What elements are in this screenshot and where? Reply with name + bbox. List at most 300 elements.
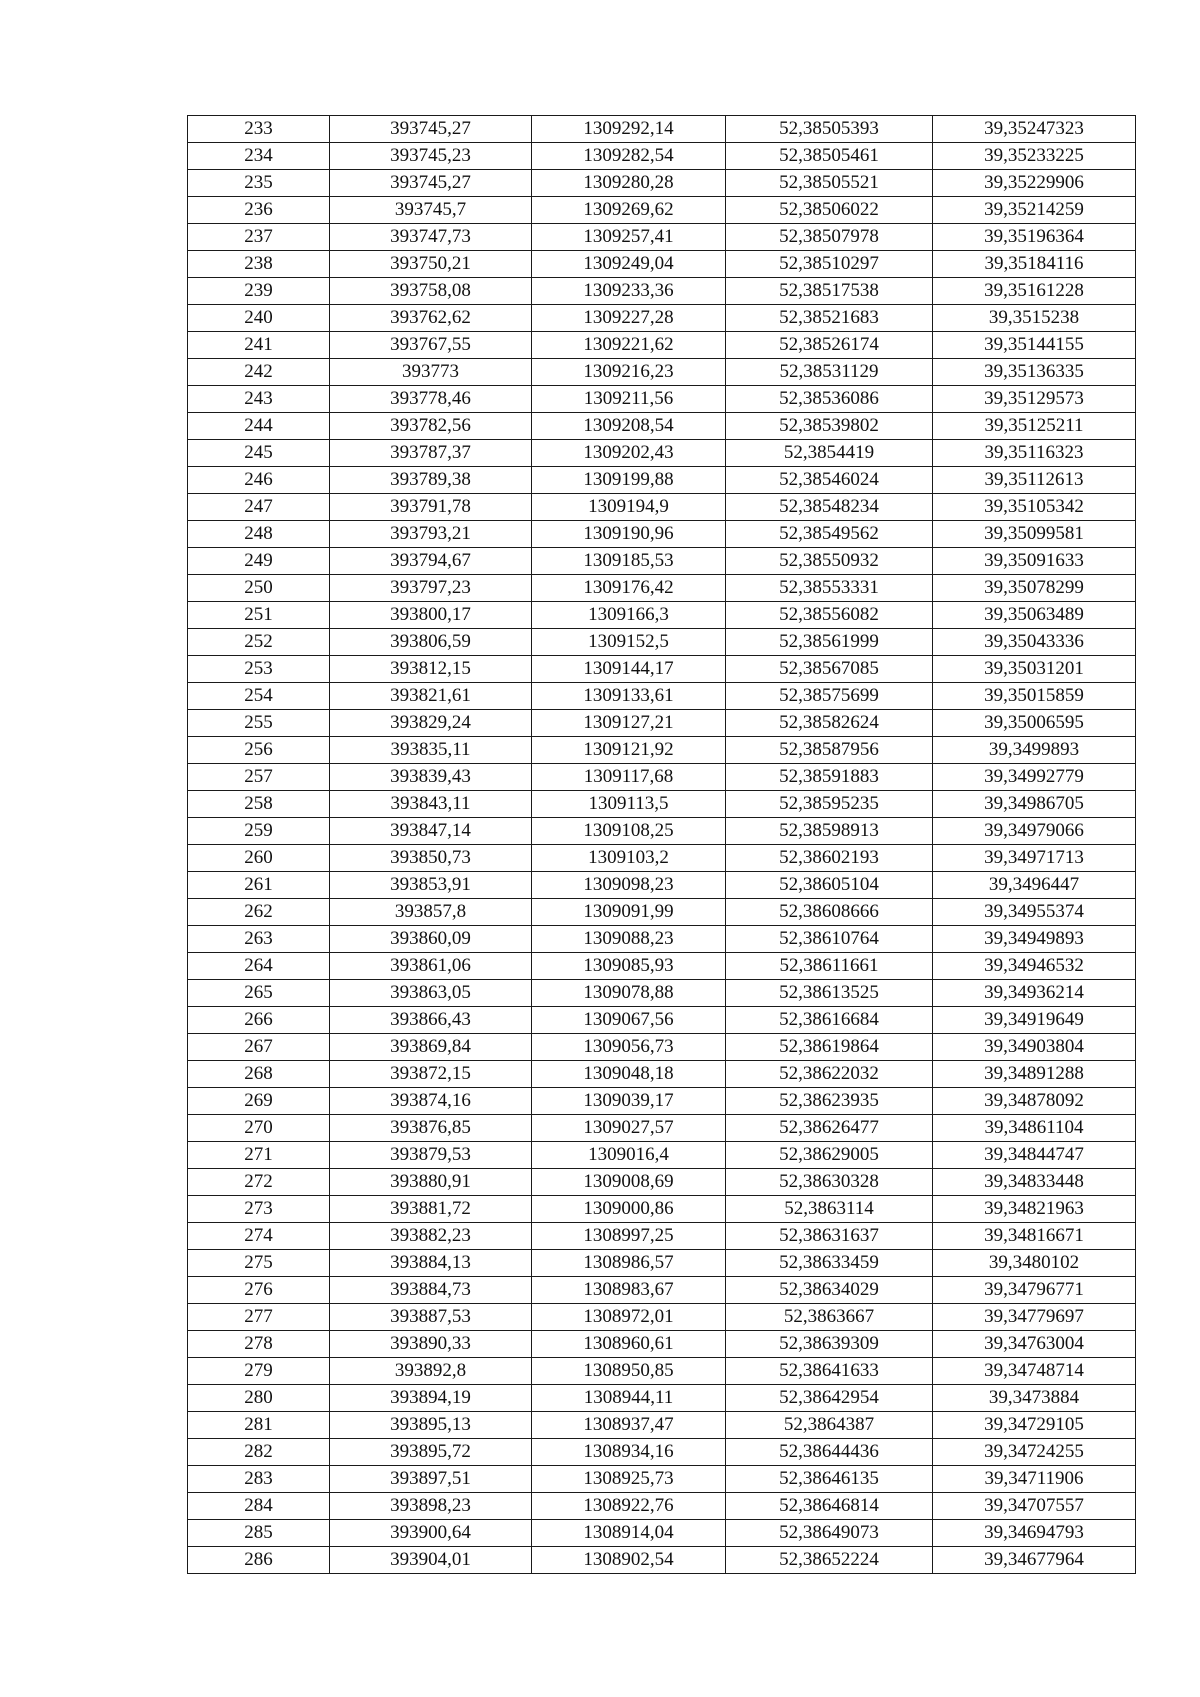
latitude-cell: 52,38622032 [726, 1061, 933, 1088]
point-number-cell: 285 [188, 1520, 330, 1547]
table-row [188, 1493, 1136, 1520]
longitude-cell: 39,34707557 [933, 1493, 1136, 1520]
table-row [188, 251, 1136, 278]
point-number-cell: 282 [188, 1439, 330, 1466]
latitude-cell: 52,38582624 [726, 710, 933, 737]
point-number-cell: 252 [188, 629, 330, 656]
longitude-cell: 39,34936214 [933, 980, 1136, 1007]
latitude-cell: 52,38595235 [726, 791, 933, 818]
point-number-cell: 235 [188, 170, 330, 197]
y-coordinate-cell: 1309091,99 [532, 899, 726, 926]
longitude-cell: 39,3499893 [933, 737, 1136, 764]
y-coordinate-cell: 1308983,67 [532, 1277, 726, 1304]
y-coordinate-cell: 1309027,57 [532, 1115, 726, 1142]
table-row [188, 278, 1136, 305]
longitude-cell: 39,35196364 [933, 224, 1136, 251]
longitude-cell: 39,35063489 [933, 602, 1136, 629]
longitude-cell: 39,34821963 [933, 1196, 1136, 1223]
longitude-cell: 39,34949893 [933, 926, 1136, 953]
latitude-cell: 52,38510297 [726, 251, 933, 278]
point-number-cell: 234 [188, 143, 330, 170]
longitude-cell: 39,34878092 [933, 1088, 1136, 1115]
point-number-cell: 271 [188, 1142, 330, 1169]
y-coordinate-cell: 1309108,25 [532, 818, 726, 845]
x-coordinate-cell: 393887,53 [330, 1304, 532, 1331]
x-coordinate-cell: 393782,56 [330, 413, 532, 440]
x-coordinate-cell: 393866,43 [330, 1007, 532, 1034]
longitude-cell: 39,34992779 [933, 764, 1136, 791]
y-coordinate-cell: 1308950,85 [532, 1358, 726, 1385]
y-coordinate-cell: 1309211,56 [532, 386, 726, 413]
table-row [188, 1439, 1136, 1466]
latitude-cell: 52,38517538 [726, 278, 933, 305]
x-coordinate-cell: 393884,73 [330, 1277, 532, 1304]
point-number-cell: 241 [188, 332, 330, 359]
latitude-cell: 52,3864387 [726, 1412, 933, 1439]
latitude-cell: 52,38626477 [726, 1115, 933, 1142]
y-coordinate-cell: 1309199,88 [532, 467, 726, 494]
x-coordinate-cell: 393895,72 [330, 1439, 532, 1466]
longitude-cell: 39,35214259 [933, 197, 1136, 224]
x-coordinate-cell: 393881,72 [330, 1196, 532, 1223]
x-coordinate-cell: 393829,24 [330, 710, 532, 737]
y-coordinate-cell: 1309233,36 [532, 278, 726, 305]
longitude-cell: 39,3473884 [933, 1385, 1136, 1412]
y-coordinate-cell: 1309280,28 [532, 170, 726, 197]
latitude-cell: 52,38634029 [726, 1277, 933, 1304]
table-row [188, 170, 1136, 197]
x-coordinate-cell: 393773 [330, 359, 532, 386]
latitude-cell: 52,38550932 [726, 548, 933, 575]
table-row [188, 899, 1136, 926]
x-coordinate-cell: 393890,33 [330, 1331, 532, 1358]
longitude-cell: 39,35129573 [933, 386, 1136, 413]
point-number-cell: 246 [188, 467, 330, 494]
x-coordinate-cell: 393762,62 [330, 305, 532, 332]
x-coordinate-cell: 393850,73 [330, 845, 532, 872]
table-row [188, 1196, 1136, 1223]
x-coordinate-cell: 393806,59 [330, 629, 532, 656]
longitude-cell: 39,35112613 [933, 467, 1136, 494]
table-row [188, 1358, 1136, 1385]
y-coordinate-cell: 1309048,18 [532, 1061, 726, 1088]
y-coordinate-cell: 1308972,01 [532, 1304, 726, 1331]
latitude-cell: 52,38561999 [726, 629, 933, 656]
x-coordinate-cell: 393861,06 [330, 953, 532, 980]
coordinates-table [187, 115, 1136, 1574]
point-number-cell: 270 [188, 1115, 330, 1142]
longitude-cell: 39,34986705 [933, 791, 1136, 818]
table-row [188, 1250, 1136, 1277]
point-number-cell: 274 [188, 1223, 330, 1250]
y-coordinate-cell: 1308902,54 [532, 1547, 726, 1574]
x-coordinate-cell: 393879,53 [330, 1142, 532, 1169]
point-number-cell: 238 [188, 251, 330, 278]
latitude-cell: 52,38623935 [726, 1088, 933, 1115]
table-row [188, 467, 1136, 494]
latitude-cell: 52,38539802 [726, 413, 933, 440]
table-row [188, 1277, 1136, 1304]
y-coordinate-cell: 1309056,73 [532, 1034, 726, 1061]
longitude-cell: 39,35136335 [933, 359, 1136, 386]
y-coordinate-cell: 1309000,86 [532, 1196, 726, 1223]
latitude-cell: 52,38507978 [726, 224, 933, 251]
longitude-cell: 39,35229906 [933, 170, 1136, 197]
x-coordinate-cell: 393794,67 [330, 548, 532, 575]
table-row [188, 1304, 1136, 1331]
table-row [188, 791, 1136, 818]
point-number-cell: 260 [188, 845, 330, 872]
y-coordinate-cell: 1308925,73 [532, 1466, 726, 1493]
latitude-cell: 52,3863667 [726, 1304, 933, 1331]
x-coordinate-cell: 393904,01 [330, 1547, 532, 1574]
latitude-cell: 52,38630328 [726, 1169, 933, 1196]
table-row [188, 629, 1136, 656]
latitude-cell: 52,3863114 [726, 1196, 933, 1223]
longitude-cell: 39,35099581 [933, 521, 1136, 548]
y-coordinate-cell: 1309257,41 [532, 224, 726, 251]
longitude-cell: 39,35233225 [933, 143, 1136, 170]
point-number-cell: 262 [188, 899, 330, 926]
longitude-cell: 39,34979066 [933, 818, 1136, 845]
point-number-cell: 254 [188, 683, 330, 710]
table-row [188, 1142, 1136, 1169]
point-number-cell: 264 [188, 953, 330, 980]
point-number-cell: 248 [188, 521, 330, 548]
table-row [188, 710, 1136, 737]
longitude-cell: 39,34816671 [933, 1223, 1136, 1250]
x-coordinate-cell: 393860,09 [330, 926, 532, 953]
point-number-cell: 268 [188, 1061, 330, 1088]
table-row [188, 1034, 1136, 1061]
longitude-cell: 39,35043336 [933, 629, 1136, 656]
x-coordinate-cell: 393874,16 [330, 1088, 532, 1115]
table-row [188, 386, 1136, 413]
table-row [188, 1385, 1136, 1412]
table-row [188, 1061, 1136, 1088]
point-number-cell: 233 [188, 116, 330, 143]
longitude-cell: 39,34971713 [933, 845, 1136, 872]
latitude-cell: 52,38567085 [726, 656, 933, 683]
point-number-cell: 256 [188, 737, 330, 764]
x-coordinate-cell: 393876,85 [330, 1115, 532, 1142]
point-number-cell: 255 [188, 710, 330, 737]
longitude-cell: 39,35125211 [933, 413, 1136, 440]
y-coordinate-cell: 1309121,92 [532, 737, 726, 764]
latitude-cell: 52,38575699 [726, 683, 933, 710]
point-number-cell: 253 [188, 656, 330, 683]
longitude-cell: 39,34903804 [933, 1034, 1136, 1061]
latitude-cell: 52,38556082 [726, 602, 933, 629]
point-number-cell: 286 [188, 1547, 330, 1574]
longitude-cell: 39,35091633 [933, 548, 1136, 575]
latitude-cell: 52,38536086 [726, 386, 933, 413]
x-coordinate-cell: 393892,8 [330, 1358, 532, 1385]
x-coordinate-cell: 393839,43 [330, 764, 532, 791]
latitude-cell: 52,38644436 [726, 1439, 933, 1466]
longitude-cell: 39,34833448 [933, 1169, 1136, 1196]
latitude-cell: 52,38642954 [726, 1385, 933, 1412]
y-coordinate-cell: 1309067,56 [532, 1007, 726, 1034]
table-row [188, 1331, 1136, 1358]
table-row [188, 602, 1136, 629]
latitude-cell: 52,38639309 [726, 1331, 933, 1358]
table-row [188, 413, 1136, 440]
point-number-cell: 251 [188, 602, 330, 629]
y-coordinate-cell: 1309208,54 [532, 413, 726, 440]
longitude-cell: 39,35247323 [933, 116, 1136, 143]
point-number-cell: 236 [188, 197, 330, 224]
table-row [188, 1223, 1136, 1250]
y-coordinate-cell: 1309144,17 [532, 656, 726, 683]
latitude-cell: 52,38505461 [726, 143, 933, 170]
table-row [188, 143, 1136, 170]
point-number-cell: 280 [188, 1385, 330, 1412]
point-number-cell: 242 [188, 359, 330, 386]
x-coordinate-cell: 393750,21 [330, 251, 532, 278]
x-coordinate-cell: 393787,37 [330, 440, 532, 467]
y-coordinate-cell: 1309078,88 [532, 980, 726, 1007]
latitude-cell: 52,38521683 [726, 305, 933, 332]
latitude-cell: 52,38641633 [726, 1358, 933, 1385]
point-number-cell: 277 [188, 1304, 330, 1331]
latitude-cell: 52,38646814 [726, 1493, 933, 1520]
point-number-cell: 269 [188, 1088, 330, 1115]
latitude-cell: 52,38616684 [726, 1007, 933, 1034]
table-row [188, 1169, 1136, 1196]
table-row [188, 818, 1136, 845]
x-coordinate-cell: 393800,17 [330, 602, 532, 629]
x-coordinate-cell: 393898,23 [330, 1493, 532, 1520]
x-coordinate-cell: 393869,84 [330, 1034, 532, 1061]
point-number-cell: 284 [188, 1493, 330, 1520]
latitude-cell: 52,38602193 [726, 845, 933, 872]
latitude-cell: 52,38629005 [726, 1142, 933, 1169]
y-coordinate-cell: 1308997,25 [532, 1223, 726, 1250]
latitude-cell: 52,3854419 [726, 440, 933, 467]
table-row [188, 953, 1136, 980]
point-number-cell: 263 [188, 926, 330, 953]
latitude-cell: 52,38631637 [726, 1223, 933, 1250]
point-number-cell: 273 [188, 1196, 330, 1223]
y-coordinate-cell: 1309166,3 [532, 602, 726, 629]
longitude-cell: 39,34779697 [933, 1304, 1136, 1331]
table-row [188, 332, 1136, 359]
point-number-cell: 275 [188, 1250, 330, 1277]
x-coordinate-cell: 393791,78 [330, 494, 532, 521]
x-coordinate-cell: 393758,08 [330, 278, 532, 305]
point-number-cell: 249 [188, 548, 330, 575]
point-number-cell: 259 [188, 818, 330, 845]
y-coordinate-cell: 1308986,57 [532, 1250, 726, 1277]
table-row [188, 575, 1136, 602]
latitude-cell: 52,38619864 [726, 1034, 933, 1061]
latitude-cell: 52,38549562 [726, 521, 933, 548]
longitude-cell: 39,34763004 [933, 1331, 1136, 1358]
table-row [188, 926, 1136, 953]
latitude-cell: 52,38608666 [726, 899, 933, 926]
y-coordinate-cell: 1309039,17 [532, 1088, 726, 1115]
x-coordinate-cell: 393745,27 [330, 170, 532, 197]
latitude-cell: 52,38546024 [726, 467, 933, 494]
point-number-cell: 243 [188, 386, 330, 413]
latitude-cell: 52,38652224 [726, 1547, 933, 1574]
longitude-cell: 39,35161228 [933, 278, 1136, 305]
table-row [188, 980, 1136, 1007]
x-coordinate-cell: 393745,27 [330, 116, 532, 143]
longitude-cell: 39,35006595 [933, 710, 1136, 737]
x-coordinate-cell: 393789,38 [330, 467, 532, 494]
point-number-cell: 244 [188, 413, 330, 440]
point-number-cell: 283 [188, 1466, 330, 1493]
coordinates-table-body [188, 116, 1136, 1574]
y-coordinate-cell: 1309227,28 [532, 305, 726, 332]
x-coordinate-cell: 393884,13 [330, 1250, 532, 1277]
y-coordinate-cell: 1309292,14 [532, 116, 726, 143]
point-number-cell: 276 [188, 1277, 330, 1304]
table-row [188, 1466, 1136, 1493]
longitude-cell: 39,34955374 [933, 899, 1136, 926]
point-number-cell: 278 [188, 1331, 330, 1358]
latitude-cell: 52,38587956 [726, 737, 933, 764]
point-number-cell: 266 [188, 1007, 330, 1034]
table-row [188, 224, 1136, 251]
x-coordinate-cell: 393745,23 [330, 143, 532, 170]
longitude-cell: 39,34861104 [933, 1115, 1136, 1142]
point-number-cell: 265 [188, 980, 330, 1007]
y-coordinate-cell: 1308922,76 [532, 1493, 726, 1520]
y-coordinate-cell: 1309113,5 [532, 791, 726, 818]
table-row [188, 1088, 1136, 1115]
table-row [188, 1412, 1136, 1439]
y-coordinate-cell: 1309269,62 [532, 197, 726, 224]
point-number-cell: 245 [188, 440, 330, 467]
latitude-cell: 52,38553331 [726, 575, 933, 602]
point-number-cell: 250 [188, 575, 330, 602]
table-row [188, 845, 1136, 872]
y-coordinate-cell: 1309016,4 [532, 1142, 726, 1169]
longitude-cell: 39,34946532 [933, 953, 1136, 980]
latitude-cell: 52,38531129 [726, 359, 933, 386]
point-number-cell: 258 [188, 791, 330, 818]
longitude-cell: 39,35015859 [933, 683, 1136, 710]
x-coordinate-cell: 393894,19 [330, 1385, 532, 1412]
longitude-cell: 39,35184116 [933, 251, 1136, 278]
y-coordinate-cell: 1309282,54 [532, 143, 726, 170]
latitude-cell: 52,38526174 [726, 332, 933, 359]
longitude-cell: 39,34891288 [933, 1061, 1136, 1088]
y-coordinate-cell: 1309117,68 [532, 764, 726, 791]
point-number-cell: 240 [188, 305, 330, 332]
x-coordinate-cell: 393857,8 [330, 899, 532, 926]
longitude-cell: 39,34694793 [933, 1520, 1136, 1547]
latitude-cell: 52,38505521 [726, 170, 933, 197]
point-number-cell: 267 [188, 1034, 330, 1061]
x-coordinate-cell: 393882,23 [330, 1223, 532, 1250]
x-coordinate-cell: 393797,23 [330, 575, 532, 602]
table-row [188, 1007, 1136, 1034]
latitude-cell: 52,38505393 [726, 116, 933, 143]
table-row [188, 872, 1136, 899]
longitude-cell: 39,34748714 [933, 1358, 1136, 1385]
y-coordinate-cell: 1309088,23 [532, 926, 726, 953]
table-row [188, 683, 1136, 710]
longitude-cell: 39,35105342 [933, 494, 1136, 521]
x-coordinate-cell: 393767,55 [330, 332, 532, 359]
x-coordinate-cell: 393900,64 [330, 1520, 532, 1547]
y-coordinate-cell: 1308944,11 [532, 1385, 726, 1412]
y-coordinate-cell: 1309127,21 [532, 710, 726, 737]
y-coordinate-cell: 1309190,96 [532, 521, 726, 548]
longitude-cell: 39,34729105 [933, 1412, 1136, 1439]
point-number-cell: 281 [188, 1412, 330, 1439]
table-row [188, 359, 1136, 386]
latitude-cell: 52,38506022 [726, 197, 933, 224]
point-number-cell: 239 [188, 278, 330, 305]
latitude-cell: 52,38649073 [726, 1520, 933, 1547]
table-row [188, 1115, 1136, 1142]
x-coordinate-cell: 393835,11 [330, 737, 532, 764]
longitude-cell: 39,35144155 [933, 332, 1136, 359]
y-coordinate-cell: 1309176,42 [532, 575, 726, 602]
y-coordinate-cell: 1309221,62 [532, 332, 726, 359]
table-row [188, 737, 1136, 764]
latitude-cell: 52,38611661 [726, 953, 933, 980]
table-row [188, 1547, 1136, 1574]
point-number-cell: 237 [188, 224, 330, 251]
longitude-cell: 39,34919649 [933, 1007, 1136, 1034]
y-coordinate-cell: 1309152,5 [532, 629, 726, 656]
table-row [188, 494, 1136, 521]
point-number-cell: 261 [188, 872, 330, 899]
x-coordinate-cell: 393895,13 [330, 1412, 532, 1439]
latitude-cell: 52,38605104 [726, 872, 933, 899]
x-coordinate-cell: 393897,51 [330, 1466, 532, 1493]
latitude-cell: 52,38646135 [726, 1466, 933, 1493]
x-coordinate-cell: 393847,14 [330, 818, 532, 845]
y-coordinate-cell: 1309185,53 [532, 548, 726, 575]
longitude-cell: 39,3496447 [933, 872, 1136, 899]
point-number-cell: 279 [188, 1358, 330, 1385]
y-coordinate-cell: 1308937,47 [532, 1412, 726, 1439]
x-coordinate-cell: 393747,73 [330, 224, 532, 251]
y-coordinate-cell: 1308914,04 [532, 1520, 726, 1547]
x-coordinate-cell: 393880,91 [330, 1169, 532, 1196]
point-number-cell: 257 [188, 764, 330, 791]
y-coordinate-cell: 1309103,2 [532, 845, 726, 872]
latitude-cell: 52,38591883 [726, 764, 933, 791]
x-coordinate-cell: 393821,61 [330, 683, 532, 710]
y-coordinate-cell: 1309216,23 [532, 359, 726, 386]
point-number-cell: 247 [188, 494, 330, 521]
x-coordinate-cell: 393793,21 [330, 521, 532, 548]
x-coordinate-cell: 393812,15 [330, 656, 532, 683]
table-row [188, 656, 1136, 683]
table-row [188, 1520, 1136, 1547]
y-coordinate-cell: 1309194,9 [532, 494, 726, 521]
latitude-cell: 52,38548234 [726, 494, 933, 521]
table-row [188, 116, 1136, 143]
y-coordinate-cell: 1309202,43 [532, 440, 726, 467]
longitude-cell: 39,34844747 [933, 1142, 1136, 1169]
y-coordinate-cell: 1309098,23 [532, 872, 726, 899]
y-coordinate-cell: 1309008,69 [532, 1169, 726, 1196]
table-row [188, 764, 1136, 791]
table-row [188, 521, 1136, 548]
table-row [188, 548, 1136, 575]
longitude-cell: 39,34796771 [933, 1277, 1136, 1304]
x-coordinate-cell: 393745,7 [330, 197, 532, 224]
